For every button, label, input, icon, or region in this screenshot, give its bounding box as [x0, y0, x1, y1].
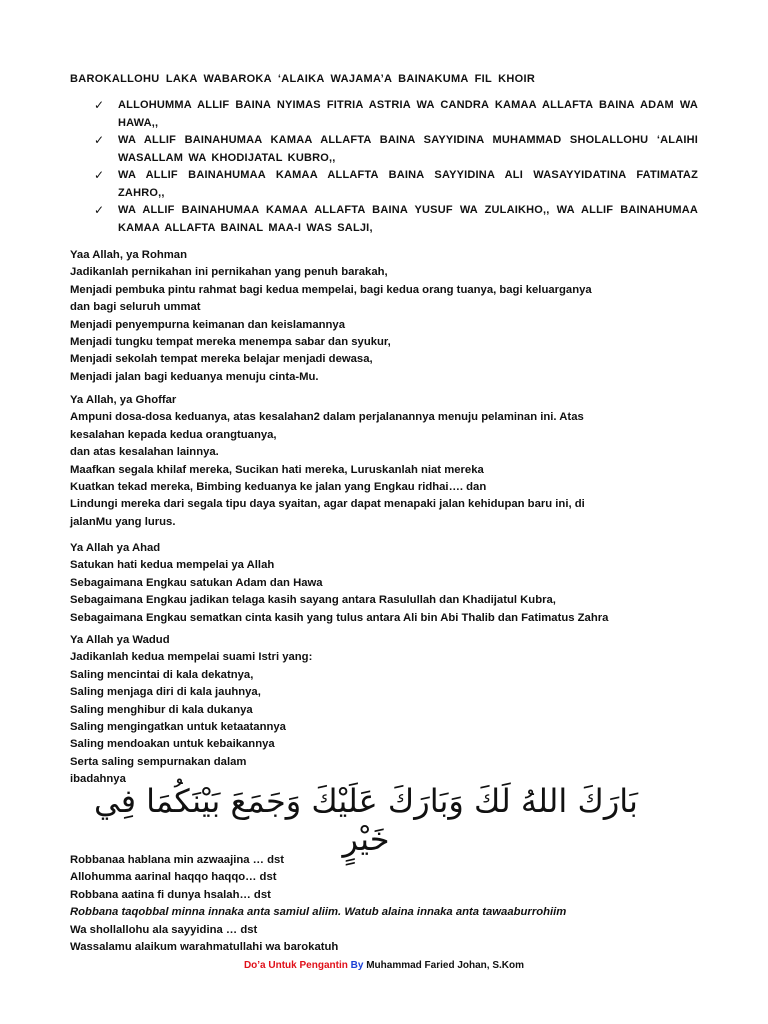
text-line: Robbana taqobbal minna innaka anta samiul aliim. Watub alaina innaka anta tawaaburrohiim: [70, 906, 567, 919]
text-line: Robbana aatina fi dunya hsalah… dst: [70, 888, 271, 901]
text-line: ibadahnya: [70, 773, 126, 786]
text-line: jalanMu yang lurus.: [70, 515, 176, 528]
bullet-text: WA ALLIF BAINAHUMAA KAMAA ALLAFTA BAINA SAYYIDINA ALI WASAYYIDATINA FATIMATAZ ZAHRO,,: [118, 169, 698, 199]
footer-author: Muhammad Faried Johan, S.Kom: [366, 960, 525, 971]
text-line: Jadikanlah kedua mempelai suami Istri yang:: [70, 651, 313, 664]
section-ya-ahad: [70, 540, 710, 627]
text-line: Satukan hati kedua mempelai ya Allah: [70, 559, 275, 572]
bullet-item: [94, 132, 698, 167]
text-line: Saling menghibur di kala dukanya: [70, 703, 253, 716]
text-line: Saling mendoakan untuk kebaikannya: [70, 738, 275, 751]
text-line: Menjadi pembuka pintu rahmat bagi kedua mempelai, bagi kedua orang tuanya, bagi keluarganya: [70, 283, 592, 296]
text-line: Saling menjaga diri di kala jauhnya,: [70, 686, 261, 699]
footer-credit: [0, 960, 768, 971]
section-ya-wadud: [70, 632, 710, 789]
text-line: Ya Allah, ya Ghoffar: [70, 394, 177, 406]
section-closing: [70, 852, 710, 956]
text-line: Allohumma aarinal haqqo haqqo… dst: [70, 871, 277, 884]
text-line: Ampuni dosa-dosa keduanya, atas kesalahan2 dalam perjalanannya menuju pelaminan ini. Atas: [70, 411, 584, 424]
footer-by: By: [350, 960, 364, 971]
bullet-item: [94, 202, 698, 237]
doc-heading: BAROKALLOHU LAKA WABAROKA ‘ALAIKA WAJAMA’A BAINAKUMA FIL KHOIR: [70, 73, 536, 85]
text-line: dan atas kesalahan lainnya.: [70, 446, 219, 459]
footer-title: Do’a Untuk Pengantin: [243, 960, 348, 971]
bullet-item: [94, 167, 698, 202]
text-line: Ya Allah ya Ahad: [70, 542, 161, 554]
bullet-text: WA ALLIF BAINAHUMAA KAMAA ALLAFTA BAINA YUSUF WA ZULAIKHO,, WA ALLIF BAINAHUMAA KAMAA ALLAFTA BAINAL MAA-I WAS SALJI,: [118, 204, 698, 234]
text-line: Saling mengingatkan untuk ketaatannya: [70, 721, 286, 734]
section-ya-ghoffar: [70, 392, 710, 531]
text-line: Menjadi sekolah tempat mereka belajar menjadi dewasa,: [70, 353, 373, 366]
text-line: Sebagaimana Engkau satukan Adam dan Hawa: [70, 576, 323, 589]
checkmark-icon: ✓: [94, 168, 105, 182]
text-line: Ya Allah ya Wadud: [70, 634, 170, 646]
bullet-list: [94, 97, 698, 237]
text-line: dan bagi seluruh ummat: [70, 301, 201, 314]
text-line: Jadikanlah pernikahan ini pernikahan yang penuh barakah,: [70, 266, 388, 279]
text-line: Wassalamu alaikum warahmatullahi wa barokatuh: [70, 941, 339, 954]
text-line: Menjadi penyempurna keimanan dan keislamannya: [70, 318, 345, 331]
arabic-blessing: بَارَكَ اللهُ لَكَ وَبَارَكَ عَلَيْكَ وَجَمَعَ بَيْنَكُمَا فِي خَيْرٍ: [94, 782, 638, 858]
checkmark-icon: ✓: [94, 98, 105, 112]
text-line: Lindungi mereka dari segala tipu daya syaitan, agar dapat menapaki jalan kehidupan baru ini, di: [70, 498, 585, 511]
text-line: Menjadi tungku tempat mereka menempa sabar dan syukur,: [70, 336, 391, 349]
text-line: Sebagaimana Engkau sematkan cinta kasih yang tulus antara Ali bin Abi Thalib dan Fatimatus Zahra: [70, 611, 609, 624]
text-line: Maafkan segala khilaf mereka, Sucikan hati mereka, Luruskanlah niat mereka: [70, 463, 484, 476]
section-ya-rohman: [70, 247, 710, 386]
text-line: Yaa Allah, ya Rohman: [70, 249, 187, 261]
text-line: Saling mencintai di kala dekatnya,: [70, 668, 254, 681]
text-line: Wa shollallohu ala sayyidina … dst: [70, 923, 258, 936]
text-line: Sebagaimana Engkau jadikan telaga kasih sayang antara Rasulullah dan Khadijatul Kubra,: [70, 594, 556, 607]
checkmark-icon: ✓: [94, 133, 105, 147]
text-line: Kuatkan tekad mereka, Bimbing keduanya ke jalan yang Engkau ridhai…. dan: [70, 481, 487, 494]
text-line: kesalahan kepada kedua orangtuanya,: [70, 428, 277, 441]
bullet-text: WA ALLIF BAINAHUMAA KAMAA ALLAFTA BAINA SAYYIDINA MUHAMMAD SHOLALLOHU ‘ALAIHI WASALLAM WA KHODIJATAL KUBRO,,: [118, 134, 698, 164]
bullet-text: ALLOHUMMA ALLIF BAINA NYIMAS FITRIA ASTRIA WA CANDRA KAMAA ALLAFTA BAINA ADAM WA HAWA,,: [118, 99, 698, 129]
text-line: Menjadi jalan bagi keduanya menuju cinta-Mu.: [70, 370, 319, 383]
text-line: Serta saling sempurnakan dalam: [70, 755, 247, 768]
bullet-item: [94, 97, 698, 132]
text-line: Robbanaa hablana min azwaajina … dst: [70, 854, 285, 866]
checkmark-icon: ✓: [94, 203, 105, 217]
